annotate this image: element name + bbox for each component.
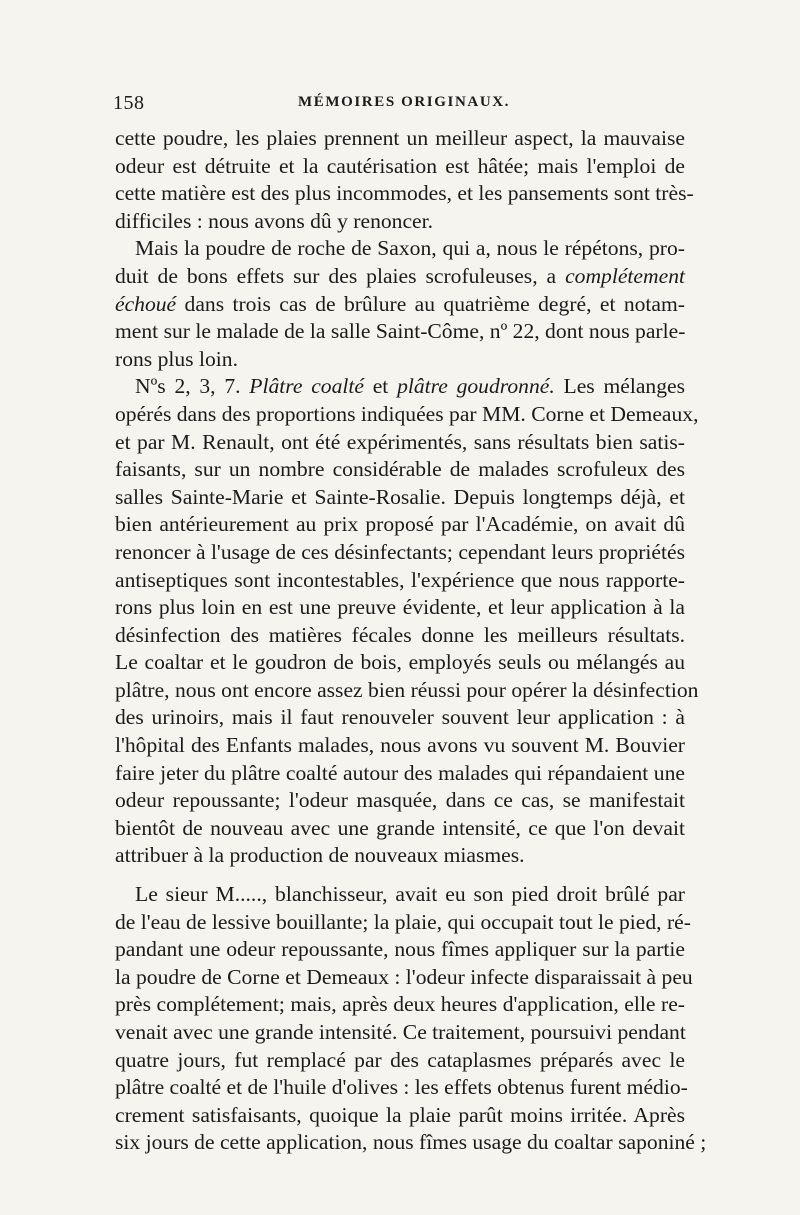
paragraph bbox=[115, 373, 699, 870]
text-run: duit de bons effets sur des plaies scrofuleuses, a bbox=[115, 263, 566, 288]
text-run: difficiles : nous avons dû y renoncer. bbox=[115, 208, 434, 233]
paragraph bbox=[115, 125, 694, 235]
text-run: attribuer à la production de nouveaux miasmes. bbox=[115, 843, 525, 868]
text-line bbox=[115, 456, 685, 484]
paragraph bbox=[115, 235, 685, 373]
text-line bbox=[115, 484, 685, 512]
text-run: opérés dans des proportions indiquées par MM. Corne et Demeaux, bbox=[115, 401, 699, 426]
text-line bbox=[115, 622, 685, 650]
text-run: Le coaltar et le goudron de bois, employés seuls ou mélangés au bbox=[115, 650, 685, 675]
text-run: pandant une odeur repoussante, nous fîmes appliquer sur la partie bbox=[115, 937, 685, 962]
text-line bbox=[115, 991, 685, 1019]
text-line bbox=[115, 936, 685, 964]
text-run: crement satisfaisants, quoique la plaie parût moins irritée. Après bbox=[115, 1102, 685, 1127]
text-line bbox=[115, 235, 685, 263]
text-line bbox=[115, 373, 685, 401]
italic-text: Plâtre coalté bbox=[249, 374, 364, 399]
text-line bbox=[115, 346, 685, 374]
page-number: 158 bbox=[113, 92, 145, 114]
italic-text: complétement bbox=[565, 263, 685, 288]
text-line bbox=[115, 429, 685, 457]
text-line bbox=[115, 815, 685, 843]
text-line bbox=[115, 180, 694, 208]
text-run: rons plus loin. bbox=[115, 346, 238, 371]
text-run: plâtre, nous ont encore assez bien réussi pour opérer la désinfection bbox=[115, 677, 699, 702]
text-run: cette matière est des plus incommodes, et les pansements sont très- bbox=[115, 181, 694, 206]
text-run: odeur repoussante; l'odeur masquée, dans ce cas, se manifestait bbox=[115, 788, 685, 813]
text-run: de l'eau de lessive bouillante; la plaie, qui occupait tout le pied, ré- bbox=[115, 909, 691, 934]
text-line bbox=[115, 1129, 707, 1157]
text-line bbox=[115, 649, 685, 677]
text-run: Nºs 2, 3, 7. bbox=[135, 374, 250, 399]
text-run: antiseptiques sont incontestables, l'expérience que nous rapporte- bbox=[115, 567, 685, 592]
text-run: quatre jours, fut remplacé par des cataplasmes préparés avec le bbox=[115, 1047, 685, 1072]
text-line bbox=[115, 153, 685, 181]
text-run: la poudre de Corne et Demeaux : l'odeur infecte disparaissait à peu bbox=[115, 964, 693, 989]
text-run: cette poudre, les plaies prennent un meilleur aspect, la mauvaise bbox=[115, 126, 685, 150]
text-run: renoncer à l'usage de ces désinfectants; cependant leurs propriétés bbox=[115, 539, 685, 564]
text-run: et bbox=[363, 374, 398, 399]
text-line bbox=[115, 567, 685, 595]
text-line bbox=[115, 842, 685, 870]
text-run: six jours de cette application, nous fîmes usage du coaltar saponiné ; bbox=[115, 1130, 707, 1155]
paragraph bbox=[115, 881, 707, 1157]
text-line bbox=[115, 909, 691, 937]
text-line bbox=[115, 964, 693, 992]
running-title: MÉMOIRES ORIGINAUX. bbox=[297, 94, 511, 110]
text-line bbox=[115, 401, 699, 429]
text-line bbox=[115, 760, 685, 788]
text-run: Le sieur M....., blanchisseur, avait eu son pied droit brûlé par bbox=[135, 882, 685, 907]
text-run: désinfection des matières fécales donne les meilleurs résultats. bbox=[115, 622, 685, 647]
italic-text: échoué bbox=[115, 291, 177, 316]
text-run: l'hôpital des Enfants malades, nous avons vu souvent M. Bouvier bbox=[115, 733, 685, 758]
text-run: faisants, sur un nombre considérable de malades scrofuleux des bbox=[115, 457, 685, 482]
text-run: rons plus loin en est une preuve évidente, et leur application à la bbox=[115, 595, 685, 620]
body-text bbox=[115, 125, 707, 1157]
text-line bbox=[115, 594, 685, 622]
text-line bbox=[115, 511, 685, 539]
text-line bbox=[115, 291, 685, 319]
text-run: Mais la poudre de roche de Saxon, qui a, nous le répétons, pro- bbox=[135, 236, 685, 261]
text-run: dans trois cas de brûlure au quatrième degré, et notam- bbox=[176, 291, 685, 316]
text-run: plâtre coalté et de l'huile d'olives : les effets obtenus furent médio- bbox=[115, 1075, 688, 1100]
text-line bbox=[115, 1074, 688, 1102]
text-line bbox=[115, 677, 699, 705]
text-run: faire jeter du plâtre coalté autour des malades qui répandaient une bbox=[115, 760, 685, 785]
text-line bbox=[115, 1102, 685, 1130]
text-line bbox=[115, 208, 685, 236]
text-line bbox=[115, 704, 685, 732]
text-run: des urinoirs, mais il faut renouveler souvent leur application : à bbox=[115, 705, 685, 730]
text-run: venait avec une grande intensité. Ce traitement, poursuivi pendant bbox=[115, 1020, 686, 1044]
text-line bbox=[115, 539, 685, 567]
text-run: près complétement; mais, après deux heures d'application, elle re- bbox=[115, 992, 685, 1017]
text-run: odeur est détruite et la cautérisation est hâtée; mais l'emploi de bbox=[115, 153, 685, 178]
text-run: bientôt de nouveau avec une grande intensité, ce que l'on devait bbox=[115, 815, 685, 840]
text-line bbox=[115, 318, 685, 346]
text-run: Les mélanges bbox=[554, 374, 685, 399]
text-line bbox=[115, 732, 685, 760]
text-line bbox=[115, 881, 685, 909]
running-head bbox=[113, 92, 695, 120]
text-line bbox=[115, 1019, 685, 1047]
text-run: ment sur le malade de la salle Saint-Côme, nº 22, dont nous parle- bbox=[115, 319, 686, 344]
text-line bbox=[115, 787, 685, 815]
text-run: salles Sainte-Marie et Sainte-Rosalie. Depuis longtemps déjà, et bbox=[115, 484, 685, 509]
text-run: et par M. Renault, ont été expérimentés, sans résultats bien satis- bbox=[115, 429, 685, 454]
text-line bbox=[115, 1047, 685, 1075]
text-line bbox=[115, 263, 685, 291]
text-run: bien antérieurement au prix proposé par l'Académie, on avait dû bbox=[115, 512, 685, 537]
text-line bbox=[115, 125, 685, 153]
italic-text: plâtre goudronné. bbox=[397, 374, 555, 399]
